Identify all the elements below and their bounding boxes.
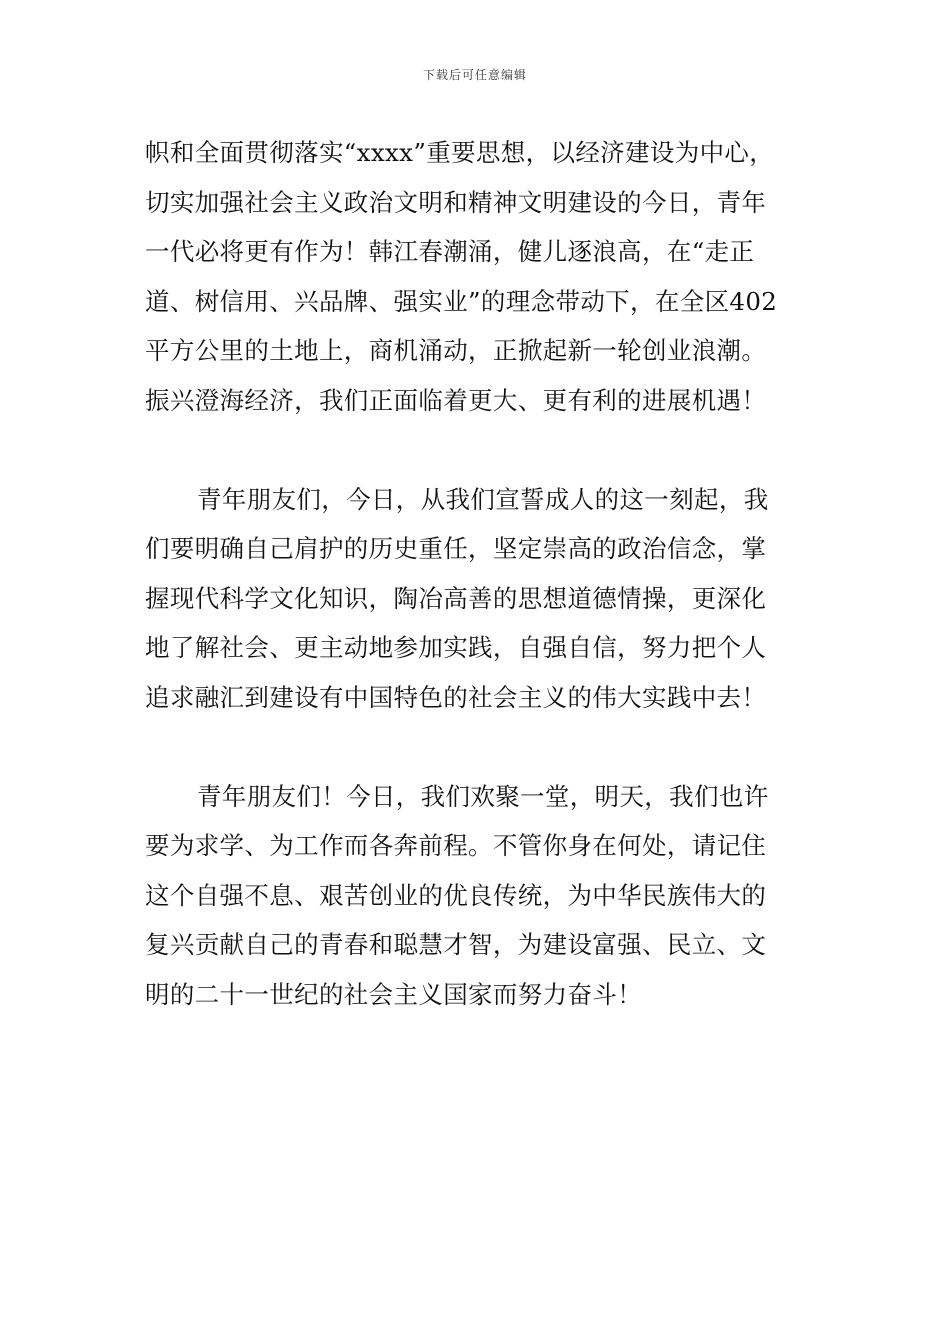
text-line: 平方公里的土地上，商机涌动，正掀起新一轮创业浪潮。: [145, 336, 767, 365]
page-header-note: 下载后可任意编辑: [422, 68, 527, 82]
paragraph-spacer: [145, 425, 835, 475]
text-line: 帜和全面贯彻落实“xxxx”重要思想，以经济建设为中心，: [145, 138, 775, 167]
paragraph-2: [145, 475, 835, 723]
paragraph-3: [145, 772, 835, 1020]
text-line: 追求融汇到建设有中国特色的社会主义的伟大实践中去！: [145, 682, 767, 712]
text-line: 这个自强不息、艰苦创业的优良传统，为中华民族伟大的: [145, 880, 767, 910]
text-line: 一代必将更有作为！韩江春潮涌，健儿逐浪高，在“走正: [145, 237, 755, 266]
text-line: 要为求学、为工作而各奔前程。不管你身在何处，请记住: [145, 831, 767, 860]
text-line: 振兴澄海经济，我们正面临着更大、更有利的进展机遇！: [145, 385, 767, 415]
text-line: 切实加强社会主义政治文明和精神文明建设的今日，青年: [145, 187, 767, 217]
text-line: 复兴贡献自己的青春和聪慧才智，为建设富强、民立、文: [145, 930, 767, 959]
text-line: 明的二十一世纪的社会主义国家而努力奋斗！: [145, 979, 642, 1009]
text-line: 地了解社会、更主动地参加实践，自强自信，努力把个人: [145, 633, 767, 662]
text-line: 们要明确自己肩护的历史重任，坚定崇高的政治信念，掌: [145, 534, 767, 563]
text-line: 青年朋友们！今日，我们欢聚一堂，明天，我们也许: [197, 781, 769, 811]
document-body: [145, 128, 835, 1019]
paragraph-1: [145, 128, 835, 425]
text-line: 青年朋友们，今日，从我们宣誓成人的这一刻起，我: [197, 484, 769, 514]
text-line: 道、树信用、兴品牌、强实业”的理念带动下，在全区402: [145, 286, 778, 316]
paragraph-spacer: [145, 722, 835, 772]
text-line: 握现代科学文化知识，陶冶高善的思想道德情操，更深化: [145, 583, 767, 613]
